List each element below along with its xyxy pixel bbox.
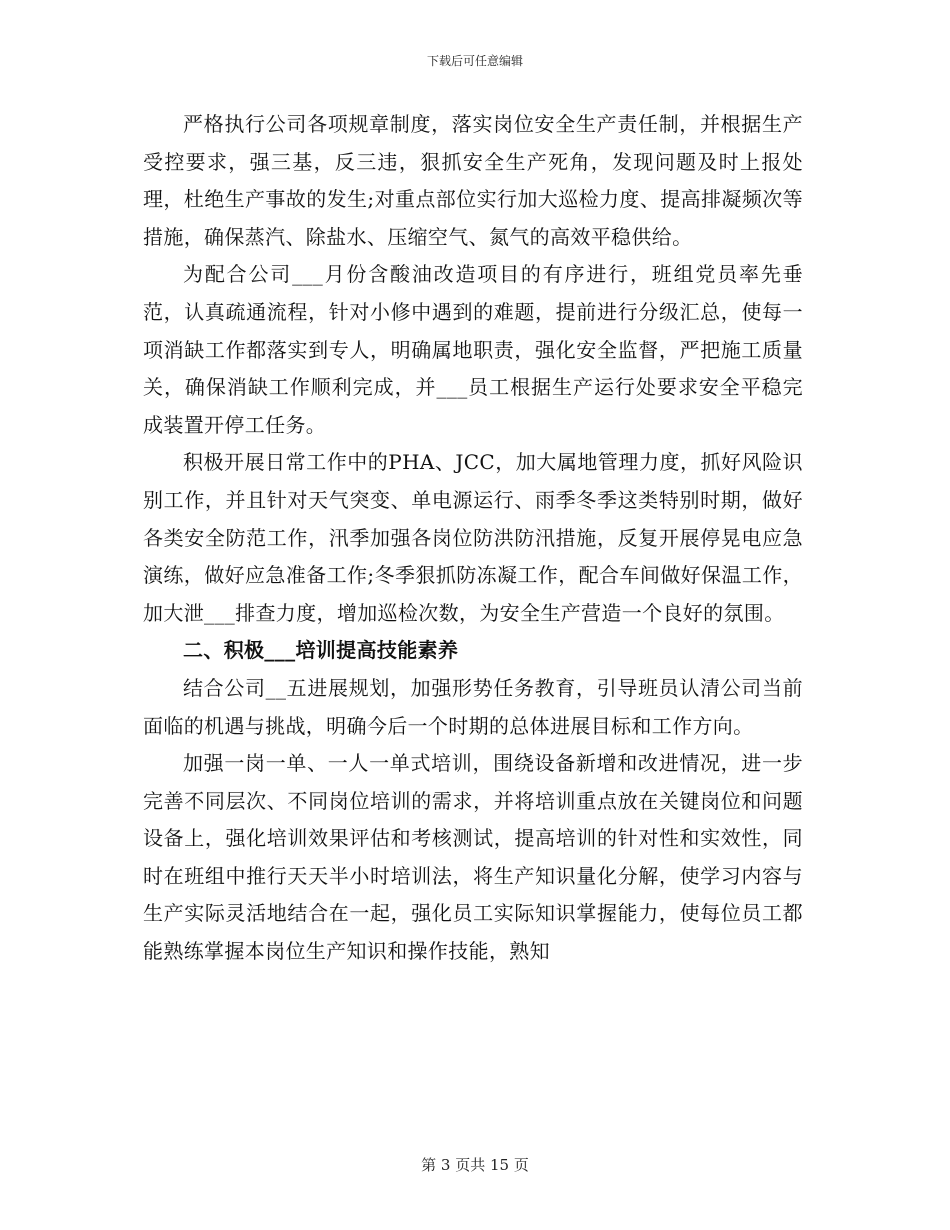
paragraph-training-details: 加强一岗一单、一人一单式培训，围绕设备新增和改进情况，进一步完善不同层次、不同岗位培训的需求，并将培训重点放在关键岗位和问题设备上，强化培训效果评估和考核测试，提高培训的针对性和实效性，同时在班组中推行天天半小时培训法，将生产知识量化分解，使学习内容与生产实际灵活地结合在一起，强化员工实际知识掌握能力，使每位员工都能熟练掌握本岗位生产知识和操作技能，熟知 bbox=[143, 751, 803, 964]
document-body bbox=[143, 106, 803, 971]
section-heading-training: 二、积极___培训提高技能素养 bbox=[183, 638, 459, 663]
paragraph-development-plan: 结合公司__五进展规划，加强形势任务教育，引导班员认清公司当前面临的机遇与挑战，明确今后一个时期的总体进展目标和工作方向。 bbox=[143, 675, 803, 738]
page-header: 下载后可任意编辑 bbox=[426, 54, 523, 68]
paragraph-risk-management: 积极开展日常工作中的PHA、JCC，加大属地管理力度，抓好风险识别工作，并且针对天气突变、单电源运行、雨季冬季这类特别时期，做好各类安全防范工作，汛季加强各岗位防洪防汛措施，反复开展停晃电应急演练，做好应急准备工作;冬季狠抓防冻凝工作，配合车间做好保温工作，加大泄___排查力度，增加巡检次数，为安全生产营造一个良好的氛围。 bbox=[143, 450, 803, 625]
paragraph-acid-oil-project: 为配合公司___月份含酸油改造项目的有序进行，班组党员率先垂范，认真疏通流程，针对小修中遇到的难题，提前进行分级汇总，使每一项消缺工作都落实到专人，明确属地职责，强化安全监督，严把施工质量关，确保消缺工作顺利完成，并___员工根据生产运行处要求安全平稳完成装置开停工任务。 bbox=[143, 262, 803, 437]
page-number: 第 3 页共 15 页 bbox=[421, 1156, 529, 1174]
paragraph-safety-rules: 严格执行公司各项规章制度，落实岗位安全生产责任制，并根据生产受控要求，强三基，反三违，狠抓安全生产死角，发现问题及时上报处理，杜绝生产事故的发生;对重点部位实行加大巡检力度、提高排凝频次等措施，确保蒸汽、除盐水、压缩空气、氮气的高效平稳供给。 bbox=[143, 112, 803, 249]
